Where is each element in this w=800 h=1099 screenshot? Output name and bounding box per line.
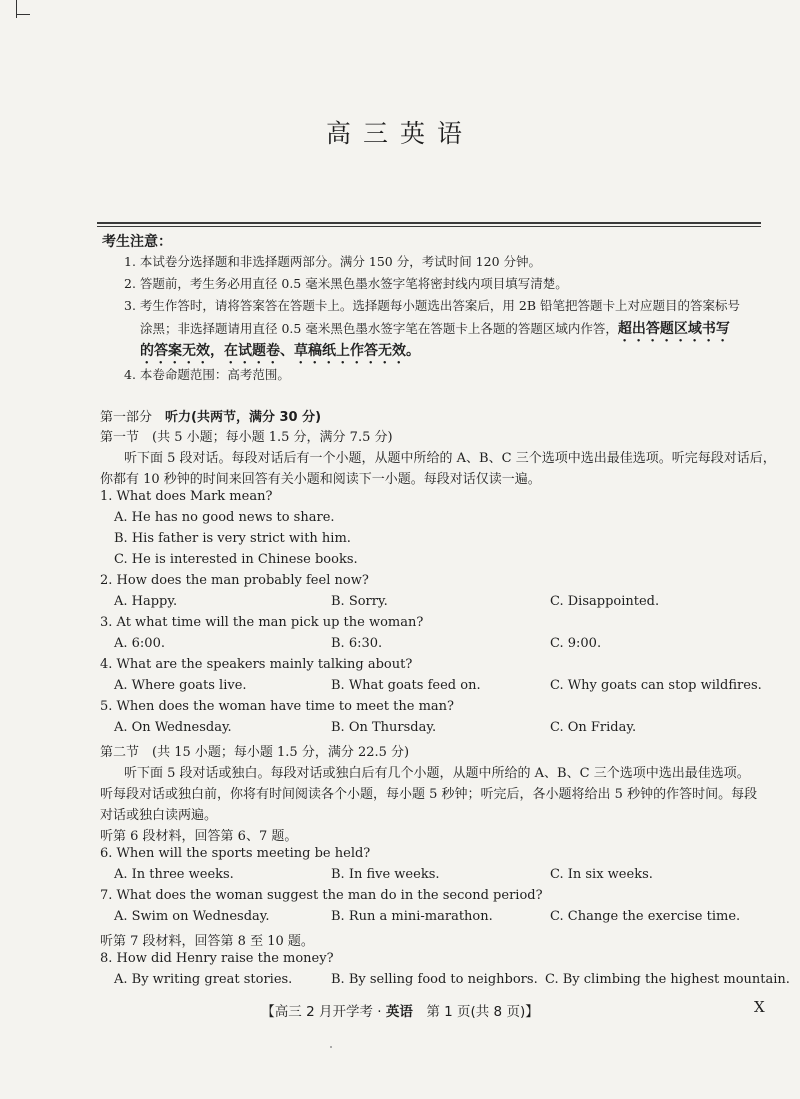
- instruction: 听每段对话或独白前，你将有时间阅读各个小题，每小题 5 秒钟；听完后，各小题将给出 5 秒钟的作答时间。每段: [100, 787, 758, 802]
- section-heading: 第一节 (共 5 小题；每小题 1.5 分，满分 7.5 分): [100, 430, 393, 445]
- footer-subject: 英语: [385, 1004, 413, 1020]
- option-c: C. In six weeks.: [550, 867, 653, 882]
- notice-item: 1. 本试卷分选择题和非选择题两部分。满分 150 分，考试时间 120 分钟。: [124, 254, 542, 269]
- instruction: 听下面 5 段对话。每段对话后有一个小题，从题中所给的 A、B、C 三个选项中选出最佳选项。听完每段对话后，: [124, 451, 776, 466]
- option-a: A. On Wednesday.: [114, 720, 232, 735]
- option-b: B. What goats feed on.: [331, 678, 481, 693]
- option-b: B. In five weeks.: [331, 867, 440, 882]
- page-footer: [0, 1000, 800, 1020]
- option-a: A. 6:00.: [114, 636, 165, 651]
- instruction: 对话或独白读两遍。: [100, 808, 218, 823]
- option-a: A. Swim on Wednesday.: [114, 909, 270, 924]
- notice-heading: 考生注意：: [102, 234, 172, 250]
- notice-emphasis: 超出答题区域书写: [617, 321, 730, 337]
- page-title: 高三英语: [325, 119, 474, 148]
- notice-item: 2. 答题前，考生务必用直径 0.5 毫米黑色墨水签字笔将密封线内项目填写清楚。: [124, 276, 568, 291]
- option-c: C. Change the exercise time.: [550, 909, 741, 924]
- part-heading: [100, 406, 321, 425]
- question-stem: 5. When does the woman have time to meet the man?: [100, 699, 454, 714]
- question-stem: 1. What does Mark mean?: [100, 489, 273, 504]
- section-heading: 第二节 (共 15 小题；每小题 1.5 分，满分 22.5 分): [100, 745, 410, 760]
- material-heading: 听第 6 段材料，回答第 6、7 题。: [100, 829, 298, 844]
- notice-emphasis: 的答案无效，在试题卷、草稿纸上作答无效。: [140, 343, 420, 359]
- option-a: A. By writing great stories.: [114, 972, 293, 987]
- option-c: C. Disappointed.: [550, 594, 660, 609]
- option-b: B. His father is very strict with him.: [114, 531, 351, 546]
- part-title: 听力(共两节，满分 30 分): [165, 410, 322, 425]
- question-stem: 2. How does the man probably feel now?: [100, 573, 369, 588]
- option-c: C. He is interested in Chinese books.: [114, 552, 358, 567]
- option-b: B. 6:30.: [331, 636, 383, 651]
- option-b: B. On Thursday.: [331, 720, 437, 735]
- notice-text: 涂黑；非选择题请用直径 0.5 毫米黑色墨水签字笔在答题卡上各题的答题区域内作答，: [140, 321, 618, 336]
- question-stem: 6. When will the sports meeting be held?: [100, 846, 371, 861]
- option-b: B. Sorry.: [331, 594, 388, 609]
- option-c: C. By climbing the highest mountain.: [545, 972, 790, 987]
- footer-text: 【高三 2 月开学考 ·: [261, 1004, 386, 1020]
- crop-mark: [16, 14, 30, 15]
- question-stem: 3. At what time will the man pick up the woman?: [100, 615, 424, 630]
- option-c: C. 9:00.: [550, 636, 602, 651]
- instruction: 你都有 10 秒钟的时间来回答有关小题和阅读下一小题。每段对话仅读一遍。: [100, 472, 541, 487]
- footer-mark: X: [754, 998, 765, 1016]
- option-a: A. Happy.: [114, 594, 178, 609]
- scan-speck: [330, 1046, 332, 1048]
- crop-mark: [16, 0, 17, 18]
- divider: [97, 226, 761, 227]
- option-b: B. Run a mini-marathon.: [331, 909, 493, 924]
- part-label: 第一部分: [100, 410, 153, 425]
- question-stem: 4. What are the speakers mainly talking about?: [100, 657, 413, 672]
- option-b: B. By selling food to neighbors.: [331, 972, 538, 987]
- instruction: 听下面 5 段对话或独白。每段对话或独白后有几个小题，从题中所给的 A、B、C 三个选项中选出最佳选项。: [124, 766, 750, 781]
- notice-item: 3. 考生作答时，请将答案答在答题卡上。选择题每小题选出答案后，用 2B 铅笔把答题卡上对应题目的答案标号: [124, 298, 740, 313]
- footer-page: 第 1 页(共 8 页)】: [412, 1004, 539, 1020]
- option-a: A. He has no good news to share.: [114, 510, 335, 525]
- question-stem: 8. How did Henry raise the money?: [100, 951, 334, 966]
- question-stem: 7. What does the woman suggest the man do in the second period?: [100, 888, 543, 903]
- option-a: A. Where goats live.: [114, 678, 247, 693]
- notice-item: 4. 本卷命题范围：高考范围。: [124, 367, 290, 382]
- option-a: A. In three weeks.: [114, 867, 234, 882]
- divider: [97, 222, 761, 224]
- option-c: C. Why goats can stop wildfires.: [550, 678, 762, 693]
- material-heading: 听第 7 段材料，回答第 8 至 10 题。: [100, 934, 314, 949]
- option-c: C. On Friday.: [550, 720, 637, 735]
